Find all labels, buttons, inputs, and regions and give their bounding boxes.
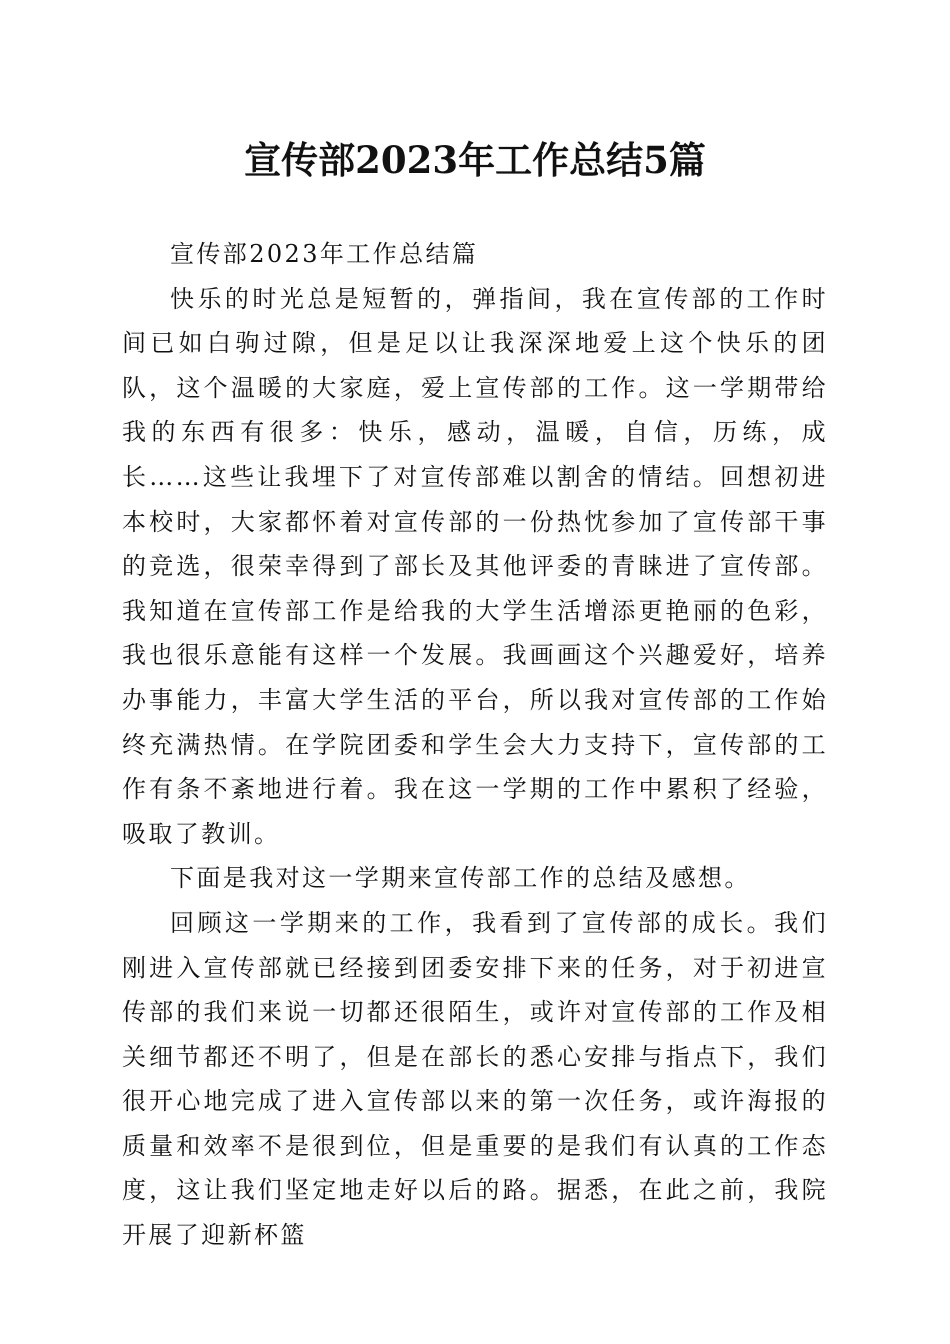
document-title: 宣传部2023年工作总结5篇 — [244, 138, 706, 182]
body-paragraph: 快乐的时光总是短暂的，弹指间，我在宣传部的工作时间已如白驹过隙，但是足以让我深深地爱上这个快乐的团队，这个温暖的大家庭，爱上宣传部的工作。这一学期带给我的东西有很多：快乐，感动，温暖，自信，历练，成长……这些让我埋下了对宣传部难以割舍的情结。回想初进本校时，大家都怀着对宣传部的一份热忱参加了宣传部干事的竞选，很荣幸得到了部长及其他评委的青睐进了宣传部。我知道在宣传部工作是给我的大学生活增添更艳丽的色彩，我也很乐意能有这样一个发展。我画画这个兴趣爱好，培养办事能力，丰富大学生活的平台，所以我对宣传部的工作始终充满热情。在学院团委和学生会大力支持下，宣传部的工作有条不紊地进行着。我在这一学期的工作中累积了经验，吸取了教训。 — [122, 284, 828, 848]
body-paragraph: 回顾这一学期来的工作，我看到了宣传部的成长。我们刚进入宣传部就已经接到团委安排下来的任务，对于初进宣传部的我们来说一切都还很陌生，或许对宣传部的工作及相关细节都还不明了，但是在部长的悉心安排与指点下，我们很开心地完成了进入宣传部以来的第一次任务，或许海报的质量和效率不是很到位，但是重要的是我们有认真的工作态度，这让我们坚定地走好以后的路。据悉，在此之前，我院开展了迎新杯篮 — [122, 908, 828, 1250]
document-body — [122, 232, 828, 1258]
section-heading-paragraph: 宣传部2023年工作总结篇 — [170, 240, 479, 268]
body-paragraph: 下面是我对这一学期来宣传部工作的总结及感想。 — [170, 864, 751, 893]
